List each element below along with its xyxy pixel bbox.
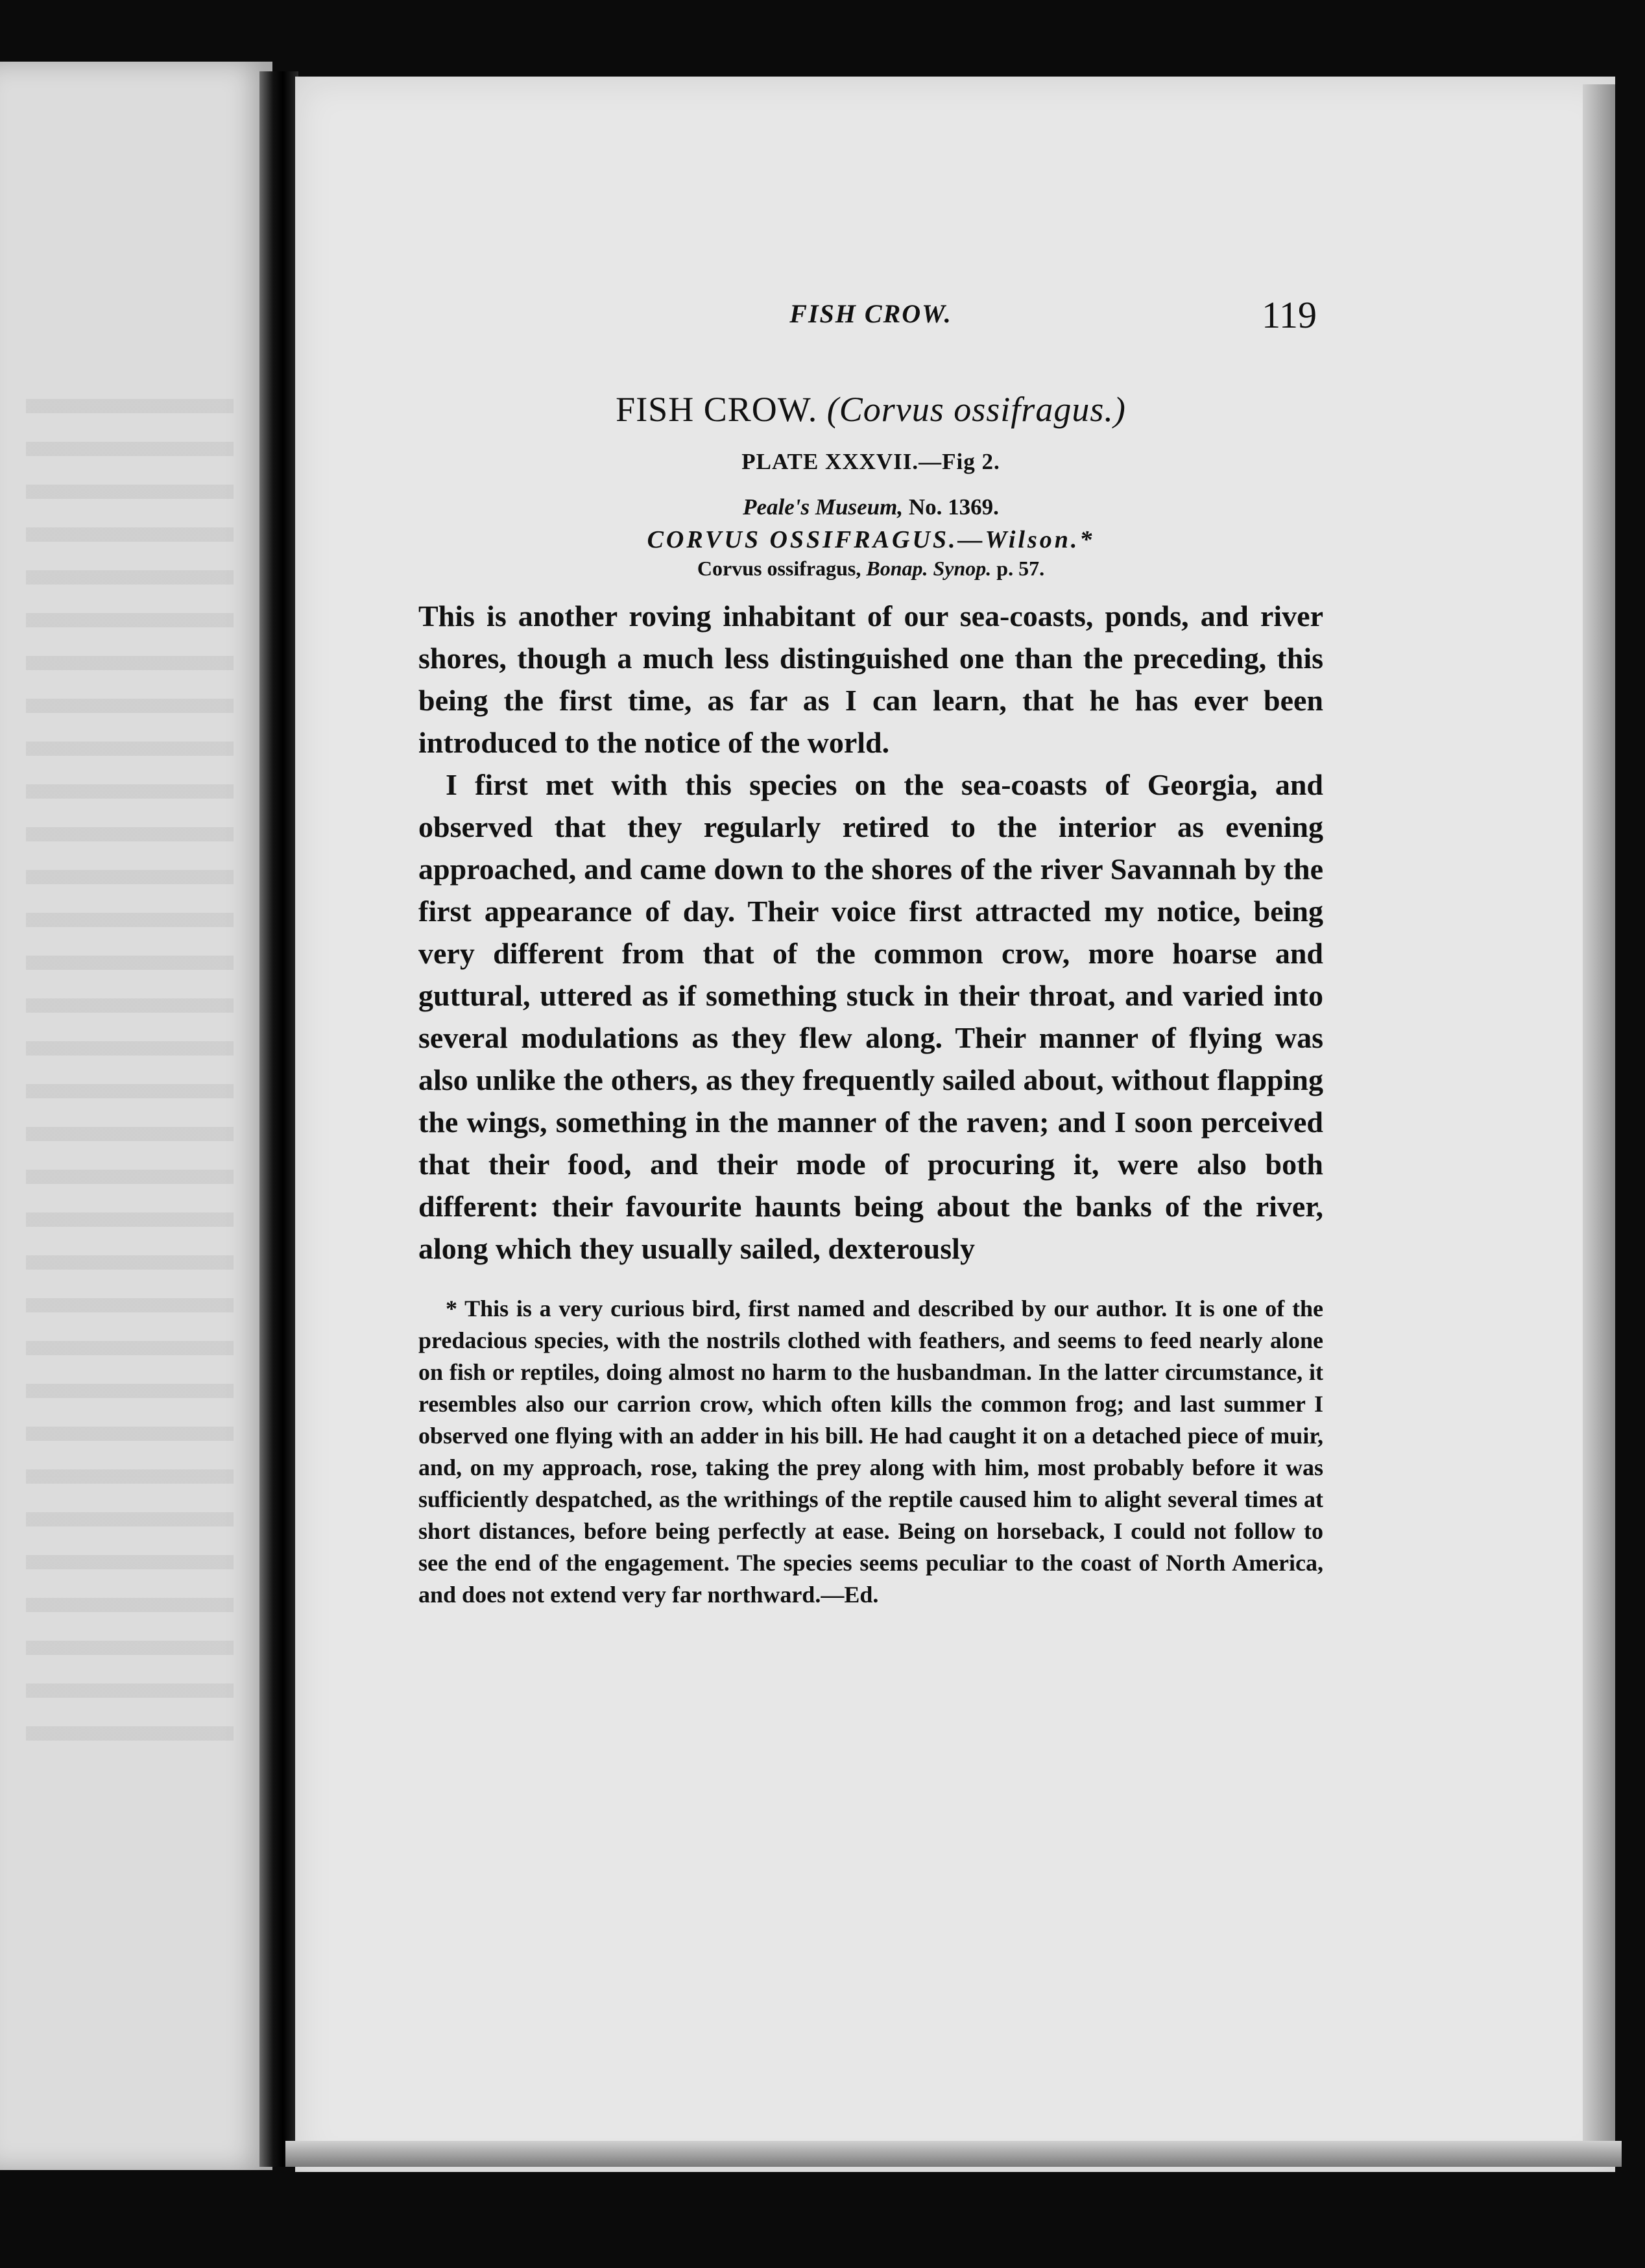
page-content xyxy=(418,292,1323,1611)
left-page-edge xyxy=(0,62,272,2170)
museum-name: Peale's Museum, xyxy=(743,494,904,520)
book-gutter xyxy=(259,71,298,2167)
synonym-wilson: CORVUS OSSIFRAGUS.—Wilson.* xyxy=(647,526,1095,553)
body-text xyxy=(418,595,1323,1270)
synonym-bonaparte xyxy=(418,557,1323,581)
right-page-edge xyxy=(1583,84,1615,2167)
article-title-latin: (Corvus ossifragus.) xyxy=(826,390,1126,429)
bonap-page: p. 57. xyxy=(996,557,1045,580)
body-paragraph-2: I first met with this species on the sea-coasts of Georgia, and observed that they regularly retired to the interior as evening approached, and came down to the shores of the river Savannah by the first appearance of day. Their voice first attracted my notice, being very different from that of the common crow, more hoarse and guttural, uttered as if something stuck in their throat, and varied into several modulations as they flew along. Their manner of flying was also unlike the others, as they frequently sailed about, without flapping the wings, something in the manner of the raven; and I soon perceived that their food, and their mode of procuring it, were also both different: their favourite haunts being about the banks of the river, along which they usually sailed, dexterously xyxy=(418,768,1323,1265)
body-paragraph-1: This is another roving inhabitant of our sea-coasts, ponds, and river shores, though a much less distinguished one than the preceding, this being the first time, as far as I can learn, that he has ever been introduced to the notice of the world. xyxy=(418,599,1323,759)
running-head xyxy=(418,292,1323,344)
bonap-species: Corvus ossifragus, xyxy=(697,557,861,580)
article-title xyxy=(418,389,1323,429)
plate-reference: PLATE XXXVII.—Fig 2. xyxy=(741,449,1000,474)
museum-number: No. 1369. xyxy=(908,494,999,520)
running-head-title: FISH CROW. xyxy=(789,299,952,328)
left-page-bleed-through xyxy=(26,399,234,1761)
footnote: * This is a very curious bird, first named and described by our author. It is one of the predacious species, with the nostrils clothed with feathers, and seems to feed nearly alone on fish or reptiles, doing almost no harm to the husbandman. In the latter circumstance, it resembles also our carrion crow, which often kills the common frog; and last summer I observed one flying with an adder in his bill. He had caught it on a detached piece of muir, and, on my approach, rose, taking the prey along with him, most probably before it was sufficiently despatched, as the writhings of the reptile caused him to alight several times at short distances, before being perfectly at ease. Being on horseback, I could not follow to see the end of the engagement. The species seems peculiar to the coast of North America, and does not extend very far northward.—Ed. xyxy=(418,1296,1323,1608)
page-number: 119 xyxy=(1262,294,1317,336)
article-title-main: FISH CROW. xyxy=(616,390,818,429)
museum-reference xyxy=(418,494,1323,520)
bonap-reference: Bonap. Synop. xyxy=(866,557,992,580)
bottom-page-edge xyxy=(285,2141,1622,2167)
